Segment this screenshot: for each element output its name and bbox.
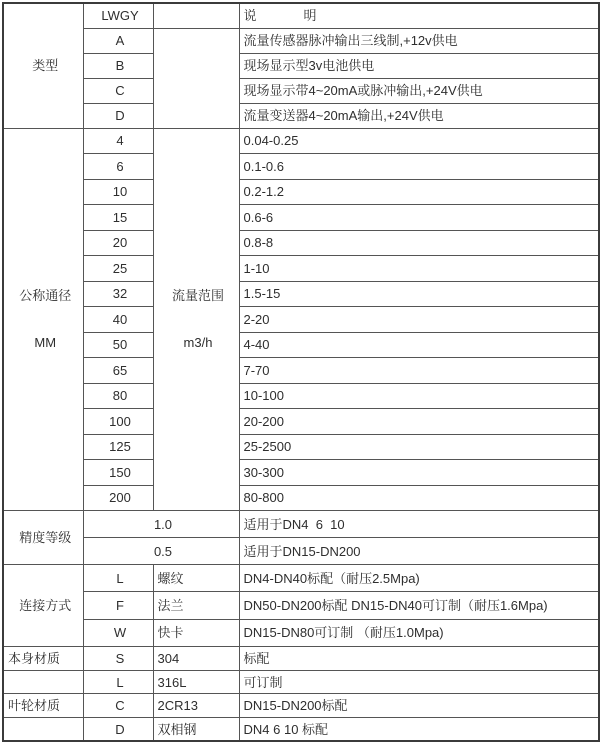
type-code-cell: B — [83, 53, 153, 78]
material-code-cell: L — [83, 670, 153, 694]
material-code-cell: D — [83, 718, 153, 742]
table-row — [3, 3, 599, 28]
dn-cell: 15 — [83, 205, 153, 231]
table-row — [3, 592, 599, 619]
flow-range-cell: 4-40 — [239, 332, 599, 358]
accuracy-desc-cell: 适用于DN15-DN200 — [239, 538, 599, 565]
material-desc-cell: 可订制 — [239, 670, 599, 694]
table-row — [3, 511, 599, 538]
flow-range-cell: 0.04-0.25 — [239, 128, 599, 154]
flow-range-label-cell — [153, 128, 239, 511]
dn-cell: 100 — [83, 409, 153, 435]
accuracy-section-label-cell: 精度等级 — [3, 511, 83, 565]
dn-cell: 50 — [83, 332, 153, 358]
flow-range-cell: 0.2-1.2 — [239, 179, 599, 205]
flow-range-cell: 2-20 — [239, 307, 599, 333]
type-desc-cell: 流量传感器脉冲输出三线制,+12v供电 — [239, 28, 599, 53]
table-row — [3, 358, 599, 384]
flow-meter-spec-table — [2, 2, 600, 742]
type-desc-cell: 流量变送器4~20mA输出,+24V供电 — [239, 103, 599, 128]
type-desc-cell: 现场显示型3v电池供电 — [239, 53, 599, 78]
connection-code-cell: F — [83, 592, 153, 619]
dn-cell: 150 — [83, 460, 153, 486]
flow-range-cell: 1-10 — [239, 256, 599, 282]
diameter-label-line2: MM — [34, 335, 57, 351]
dn-cell: 6 — [83, 154, 153, 180]
diameter-section-label-cell — [3, 128, 83, 511]
table-row — [3, 307, 599, 333]
material-label-cell — [3, 718, 83, 742]
flow-range-cell: 0.6-6 — [239, 205, 599, 231]
table-row — [3, 205, 599, 231]
accuracy-grade-cell: 1.0 — [83, 511, 239, 538]
material-desc-cell: DN4 6 10 标配 — [239, 718, 599, 742]
flow-range-cell: 7-70 — [239, 358, 599, 384]
flow-range-cell: 0.8-8 — [239, 230, 599, 256]
material-name-cell: 双相钢 — [153, 718, 239, 742]
connection-name-cell: 快卡 — [153, 619, 239, 646]
flow-range-cell: 80-800 — [239, 485, 599, 511]
table-row — [3, 434, 599, 460]
flow-range-cell: 20-200 — [239, 409, 599, 435]
material-desc-cell: 标配 — [239, 646, 599, 670]
material-name-cell: 316L — [153, 670, 239, 694]
table-row — [3, 256, 599, 282]
accuracy-grade-cell: 0.5 — [83, 538, 239, 565]
table-row — [3, 619, 599, 646]
table-row — [3, 670, 599, 694]
flow-range-cell: 25-2500 — [239, 434, 599, 460]
empty-cell — [153, 28, 239, 128]
dn-cell: 32 — [83, 281, 153, 307]
connection-name-cell: 法兰 — [153, 592, 239, 619]
connection-code-cell: W — [83, 619, 153, 646]
table-row — [3, 179, 599, 205]
dn-cell: 125 — [83, 434, 153, 460]
connection-section-label-cell: 连接方式 — [3, 565, 83, 647]
table-row — [3, 383, 599, 409]
dn-cell: 4 — [83, 128, 153, 154]
material-code-cell: C — [83, 694, 153, 718]
diameter-label-line1: 公称通径 — [19, 288, 72, 304]
table-row — [3, 154, 599, 180]
type-code-cell: A — [83, 28, 153, 53]
table-row — [3, 694, 599, 718]
type-section-label-cell: 类型 — [3, 3, 83, 128]
dn-cell: 80 — [83, 383, 153, 409]
material-code-cell: S — [83, 646, 153, 670]
flow-label-line2: m3/h — [183, 335, 213, 351]
table-row — [3, 28, 599, 53]
connection-code-cell: L — [83, 565, 153, 592]
material-name-cell: 2CR13 — [153, 694, 239, 718]
table-row — [3, 53, 599, 78]
dn-cell: 200 — [83, 485, 153, 511]
table-row — [3, 718, 599, 742]
connection-desc-cell: DN50-DN200标配 DN15-DN40可订制（耐压1.6Mpa) — [239, 592, 599, 619]
material-desc-cell: DN15-DN200标配 — [239, 694, 599, 718]
connection-desc-cell: DN15-DN80可订制 （耐压1.0Mpa) — [239, 619, 599, 646]
dn-cell: 25 — [83, 256, 153, 282]
table-row — [3, 128, 599, 154]
table-row — [3, 538, 599, 565]
flow-range-cell: 1.5-15 — [239, 281, 599, 307]
material-label-cell — [3, 670, 83, 694]
type-desc-cell: 现场显示带4~20mA或脉冲输出,+24V供电 — [239, 78, 599, 103]
material-name-cell: 304 — [153, 646, 239, 670]
table-row — [3, 409, 599, 435]
connection-desc-cell: DN4-DN40标配（耐压2.5Mpa) — [239, 565, 599, 592]
table-row — [3, 332, 599, 358]
material-label-cell: 叶轮材质 — [3, 694, 83, 718]
table-row — [3, 78, 599, 103]
flow-range-cell: 0.1-0.6 — [239, 154, 599, 180]
flow-label-line1: 流量范围 — [171, 288, 224, 304]
table-row — [3, 103, 599, 128]
empty-cell — [153, 3, 239, 28]
desc-header-cell: 说 明 — [239, 3, 599, 28]
type-code-cell: C — [83, 78, 153, 103]
accuracy-desc-cell: 适用于DN4 6 10 — [239, 511, 599, 538]
dn-cell: 40 — [83, 307, 153, 333]
table-row — [3, 281, 599, 307]
table-row — [3, 485, 599, 511]
flow-range-cell: 10-100 — [239, 383, 599, 409]
material-label-cell: 本身材质 — [3, 646, 83, 670]
table-row — [3, 646, 599, 670]
connection-name-cell: 螺纹 — [153, 565, 239, 592]
dn-cell: 20 — [83, 230, 153, 256]
dn-cell: 10 — [83, 179, 153, 205]
table-row — [3, 460, 599, 486]
type-code-cell: D — [83, 103, 153, 128]
model-code-cell: LWGY — [83, 3, 153, 28]
dn-cell: 65 — [83, 358, 153, 384]
table-row — [3, 230, 599, 256]
table-row — [3, 565, 599, 592]
flow-range-cell: 30-300 — [239, 460, 599, 486]
